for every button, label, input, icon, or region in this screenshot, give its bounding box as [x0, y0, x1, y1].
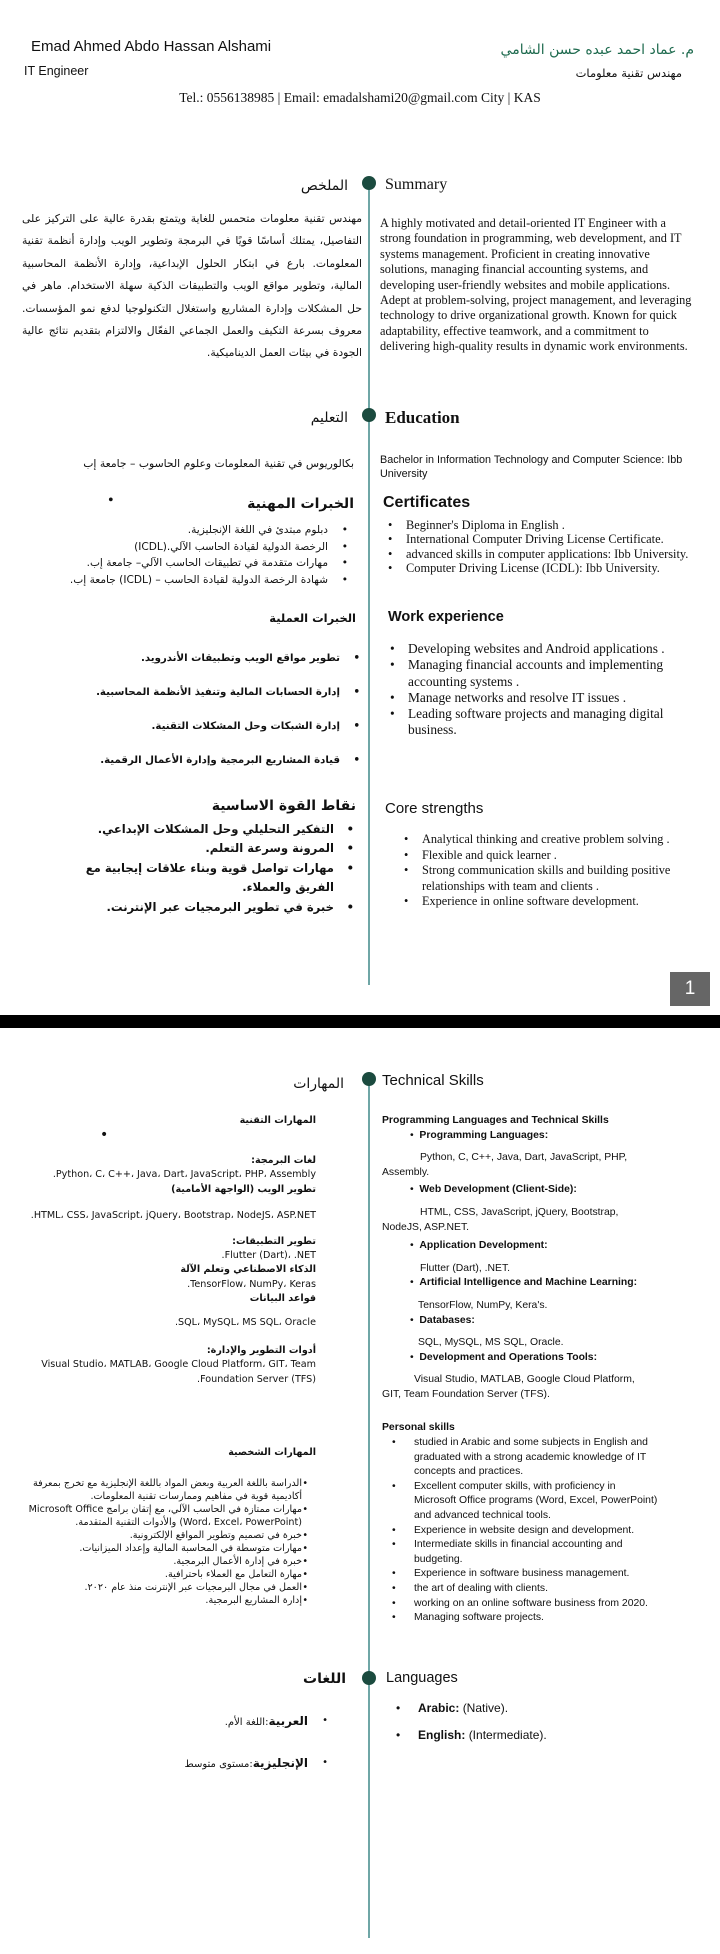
education-dot — [362, 408, 376, 422]
core-item-ar: • مهارات تواصل قوية وبناء علاقات إيجابية مع الفريق والعملاء. — [68, 859, 358, 898]
work-list-en — [386, 641, 696, 739]
cert-item: • Beginner's Diploma in English . — [384, 518, 694, 532]
ar-web-label: تطوير الويب (الواجهة الأمامية) — [171, 1183, 316, 1195]
personal-title-ar: المهارات الشخصية — [228, 1447, 316, 1458]
cert-item-ar: • الرخصة الدولية لقيادة الحاسب الآلي.(ICDL) — [32, 539, 352, 556]
cert-item: • International Computer Driving License Certificate. — [384, 532, 694, 546]
ar-app-label: تطوير التطبيقات: — [232, 1236, 316, 1248]
summary-title-ar: الملخص — [300, 178, 348, 194]
ar-db-label: قواعد البيانات — [249, 1292, 316, 1304]
ai-value: TensorFlow, NumPy, Kera's. — [418, 1299, 548, 1311]
education-text-ar: بكالوريوس في تقنية المعلومات وعلوم الحاسوب – جامعة إب — [83, 457, 354, 470]
tech-heading: Programming Languages and Technical Skills — [382, 1115, 609, 1126]
core-item: • Experience in online software development. — [400, 894, 700, 910]
personal-item: • Managing software projects. — [388, 1611, 658, 1626]
dev-label: • Development and Operations Tools: — [410, 1351, 598, 1363]
language-arabic-ar: • العربية:اللغة الأم. — [132, 1701, 332, 1743]
summary-title-en: Summary — [385, 176, 448, 193]
skills-dot — [362, 1072, 376, 1086]
cert-item-ar: • مهارات متقدمة في تطبيقات الحاسب الآلي– جامعة إب. — [32, 555, 352, 572]
personal-item: • Excellent computer skills, with proficiency in Microsoft Office programs (Word, Excel, PowerPoint) and advanced technical tools. — [388, 1480, 658, 1524]
certificates-list-ar — [32, 522, 352, 588]
core-list-ar — [68, 820, 358, 917]
core-title-ar: نقاط القوة الاساسية — [211, 798, 356, 814]
cert-item-ar: • شهادة الرخصة الدولية لقيادة الحاسب – (ICDL) جامعة إب. — [32, 572, 352, 589]
db-label: • Databases: — [410, 1314, 475, 1326]
ar-tech-heading: المهارات التقنية — [239, 1115, 316, 1126]
personal-item-ar: • إدارة المشاريع البرمجية. — [12, 1594, 312, 1607]
name-en: Emad Ahmed Abdo Hassan Alshami — [31, 38, 272, 55]
prog-value: Python, C, C++, Java, Dart, JavaScript, PHP, Assembly. — [382, 1152, 628, 1178]
personal-item-ar: • خبرة في تصميم وتطوير المواقع الإلكترونية. — [12, 1529, 312, 1542]
languages-list-ar — [132, 1701, 332, 1785]
work-item: • Managing financial accounts and implementing accounting systems . — [386, 657, 696, 690]
personal-item-ar: • مهارات متوسطة في المحاسبة المالية وإعداد الميزانيات. — [12, 1542, 312, 1555]
personal-item-ar: • مهارة التعامل مع العملاء باحترافية. — [12, 1568, 312, 1581]
personal-item-ar: • مهارات ممتازة في الحاسب الآلي، مع إتقان برامج Microsoft Office (Word، Excel، PowerPoint) والأدوات التقنية المتقدمة. — [12, 1503, 312, 1529]
ar-db-value: SQL، MySQL، MS SQL، Oracle. — [174, 1317, 316, 1329]
work-item: • Manage networks and resolve IT issues . — [386, 690, 696, 706]
core-item-ar: • المرونة وسرعة التعلم. — [68, 839, 358, 858]
ar-dev-value: Visual Studio، MATLAB، Google Cloud Platform، GIT، Team Foundation Server (TFS). — [41, 1359, 316, 1385]
core-list-en — [400, 832, 700, 910]
personal-item: • studied in Arabic and some subjects in English and graduated with a strong academic knowledge of IT concepts and practices. — [388, 1436, 658, 1480]
page-number-badge: 1 — [670, 972, 710, 1006]
work-item-ar: • إدارة الحسابات المالية وتنفيذ الأنظمة المحاسبية. — [24, 676, 364, 710]
languages-list-en — [392, 1695, 652, 1749]
certificates-list-en — [384, 518, 694, 576]
personal-item-ar: • العمل في مجال البرمجيات عبر الإنترنت منذ عام ٢٠٢٠. — [12, 1581, 312, 1594]
contact-line: Tel.: 0556138985 | Email: emadalshami20@gmail.com City | KAS — [179, 90, 541, 105]
core-item: • Strong communication skills and building positive relationships with team and clients . — [400, 863, 700, 894]
personal-title-en: Personal skills — [382, 1422, 455, 1433]
education-title-ar: التعليم — [310, 410, 348, 426]
app-label: • Application Development: — [410, 1240, 548, 1252]
languages-title-en: Languages — [386, 1670, 458, 1686]
title-ar: مهندس تقنية معلومات — [575, 66, 682, 80]
resume-page-2 — [0, 1028, 720, 1954]
stray-bullet: • — [108, 492, 114, 509]
cert-item: • Computer Driving License (ICDL): Ibb University. — [384, 561, 694, 575]
ar-ai-label: الذكاء الاصطناعي وتعلم الآلة — [180, 1264, 316, 1276]
personal-item: • working on an online software business from 2020. — [388, 1597, 658, 1612]
summary-text-ar: مهندس تقنية معلومات متحمس للغاية ويتمتع بقدرة عالية على التركيز على التفاصيل، يمتلك أساسًا قويًا في البرمجة وتطوير الويب وإدارة أنظمة تقنية المعلومات. بارع في ابتكار الحلول الإبداعية، وإدارة الأنظمة المحاسبية المالية، وتطوير مواقع الويب والتطبيقات الذكية سهلة الاستخدام. ماهر في حل المشكلات وإدارة المشاريع واستغلال التكنولوجيا لدفع نمو المؤسسات. معروف بسرعة التكيف والعمل الجماعي الفعّال والالتزام بتقديم نتائج عالية الجودة في بيئات العمل الديناميكية. — [22, 212, 362, 360]
prog-label: • Programming Languages: — [410, 1129, 549, 1141]
work-title-ar: الخبرات العملية — [269, 611, 356, 625]
web-label: • Web Development (Client-Side): — [410, 1184, 577, 1196]
app-value: Flutter (Dart), .NET. — [420, 1262, 511, 1274]
work-title-en: Work experience — [388, 609, 504, 625]
title-en: IT Engineer — [24, 64, 89, 78]
tech-skills-en — [382, 1114, 654, 1403]
dev-value: Visual Studio, MATLAB, Google Cloud Platform, GIT, Team Foundation Server (TFS). — [382, 1374, 635, 1400]
summary-text-en: A highly motivated and detail-oriented IT Engineer with a strong foundation in programming, web development, and IT systems management. Proficient in creating innovative solutions, managing financial accounting systems, and developing user-friendly websites and mobile applications. Adept at problem-solving, project management, and leveraging technology to drive organizational growth. Known for quick adaptability, effective teamwork, and a commitment to delivering high-quality results in dynamic work environments. — [380, 216, 692, 354]
core-item-ar: • خبرة في تطوير البرمجيات عبر الإنترنت. — [68, 898, 358, 917]
db-value: SQL, MySQL, MS SQL, Oracle. — [418, 1337, 564, 1349]
cert-item: • advanced skills in computer applications: Ibb University. — [384, 547, 694, 561]
education-title-en: Education — [385, 408, 460, 427]
personal-item: • the art of dealing with clients. — [388, 1582, 658, 1597]
skills-title-ar: المهارات — [293, 1076, 344, 1092]
ar-web-value: HTML، CSS، JavaScript، jQuery، Bootstrap، NodeJS، ASP.NET. — [30, 1209, 316, 1221]
languages-title-ar: اللغات — [303, 1671, 346, 1687]
personal-item: • Experience in website design and development. — [388, 1524, 658, 1539]
work-item-ar: • تطوير مواقع الويب وتطبيقات الأندرويد. — [24, 642, 364, 676]
ar-dev-label: أدوات التطوير والإدارة: — [206, 1345, 316, 1357]
personal-item: • Intermediate skills in financial accounting and budgeting. — [388, 1538, 658, 1567]
personal-list-ar — [12, 1477, 312, 1607]
core-item-ar: • التفكير التحليلي وحل المشكلات الإبداعي. — [68, 820, 358, 839]
core-item: • Flexible and quick learner . — [400, 848, 700, 864]
personal-item-ar: • الدراسة باللغة العربية وبعض المواد باللغة الإنجليزية مع تخرج بمعرفة أكاديمية قوية في مفاهيم وممارسات تقنية المعلومات. — [12, 1477, 312, 1503]
personal-list-en — [388, 1436, 658, 1626]
languages-dot — [362, 1671, 376, 1685]
timeline-line — [368, 178, 370, 985]
name-ar: م. عماد احمد عبده حسن الشامي — [500, 42, 694, 58]
work-item: • Leading software projects and managing digital business. — [386, 706, 696, 739]
ar-ai-value: TensorFlow، NumPy، Keras. — [187, 1278, 316, 1290]
skills-title-en: Technical Skills — [382, 1072, 484, 1089]
education-text-en: Bachelor in Information Technology and Computer Science: Ibb University — [380, 454, 683, 480]
language-arabic: • Arabic: (Native). — [392, 1695, 652, 1722]
language-english: • English: (Intermediate). — [392, 1722, 652, 1749]
personal-item: • Experience in software business management. — [388, 1567, 658, 1582]
ar-app-value: Flutter (Dart)، .NET. — [221, 1250, 316, 1262]
core-title-en: Core strengths — [385, 800, 484, 817]
work-item: • Developing websites and Android applications . — [386, 641, 696, 657]
work-list-ar — [24, 642, 364, 778]
page-break — [0, 1015, 720, 1028]
work-item-ar: • إدارة الشبكات وحل المشكلات التقنية. — [24, 710, 364, 744]
language-english-ar: • الإنجليزية:مستوى متوسط — [132, 1743, 332, 1785]
core-item: • Analytical thinking and creative problem solving . — [400, 832, 700, 848]
summary-dot — [362, 176, 376, 190]
web-value: HTML, CSS, JavaScript, jQuery, Bootstrap, NodeJS, ASP.NET. — [382, 1206, 619, 1233]
timeline-line — [368, 1072, 370, 1938]
ar-stray-bullet: • — [100, 1127, 109, 1144]
work-item-ar: • قيادة المشاريع البرمجية وإدارة الأعمال الرقمية. — [24, 744, 364, 778]
tech-skills-ar — [6, 1114, 316, 1387]
ar-prog-label: لغات البرمجة: — [251, 1155, 316, 1167]
certificates-title-ar: الخبرات المهنية — [247, 496, 354, 512]
ai-label: • Artificial Intelligence and Machine Learning: — [410, 1277, 638, 1289]
cert-item-ar: • دبلوم مبتدئ في اللغة الإنجليزية. — [32, 522, 352, 539]
certificates-title-en: Certificates — [383, 494, 471, 511]
ar-prog-value: Python، C، C++، Java، Dart، JavaScript، PHP، Assembly. — [52, 1169, 316, 1181]
personal-item-ar: • خبرة في إدارة الأعمال البرمجية. — [12, 1555, 312, 1568]
